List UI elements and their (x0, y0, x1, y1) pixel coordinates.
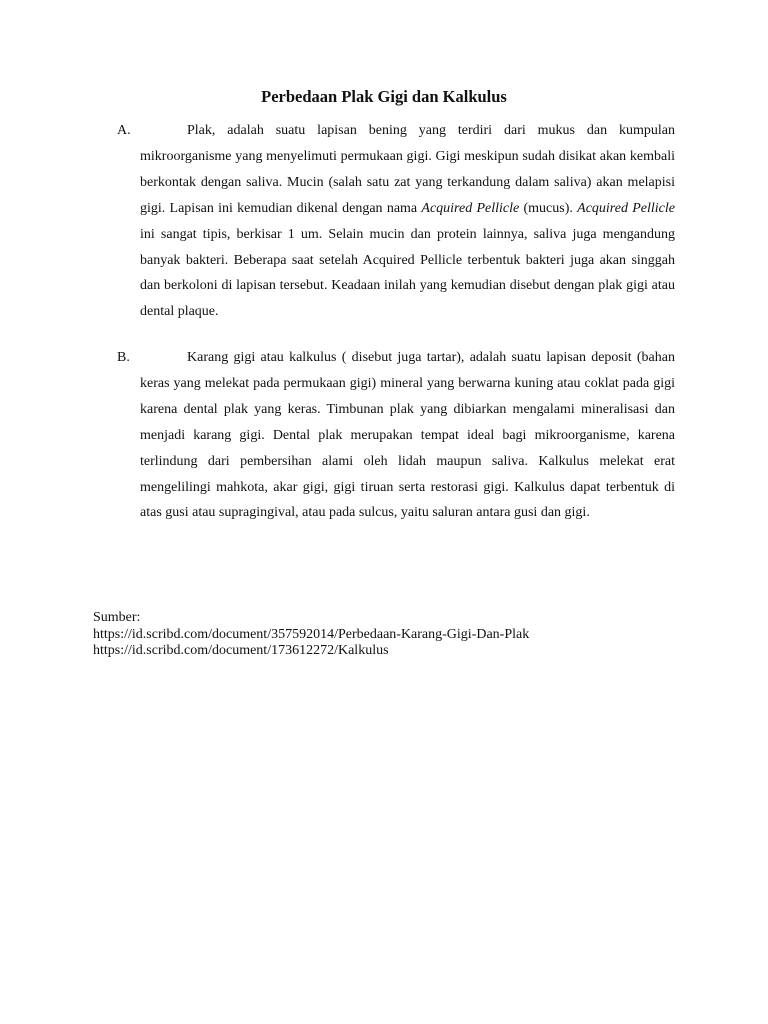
sources-label: Sumber: (93, 610, 141, 625)
paragraph-plak (140, 118, 675, 325)
list-item-a (117, 118, 675, 325)
list-marker-b: B. (117, 350, 130, 365)
source-link-1[interactable]: https://id.scribd.com/document/357592014/Perbedaan-Karang-Gigi-Dan-Plak (93, 626, 530, 642)
paragraph-kalkulus: Karang gigi atau kalkulus ( disebut juga tartar), adalah suatu lapisan deposit (bahan keras yang melekat pada permukaan gigi) mineral yang berwarna kuning atau coklat pada gigi karena dental plak yang keras. Timbunan plak yang dibiarkan mengalami mineralisasi dan menjadi karang gigi. Dental plak merupakan tempat ideal bagi mikroorganisme, karena terlindung dari pembersihan alami oleh lidah maupun saliva. Kalkulus melekat erat mengelilingi mahkota, akar gigi, gigi tiruan serta restorasi gigi. Kalkulus dapat terbentuk di atas gusi atau supragingival, atau pada sulcus, yaitu saluran antara gusi dan gigi. (140, 350, 675, 521)
source-link-2[interactable]: https://id.scribd.com/document/173612272/Kalkulus (93, 643, 389, 658)
list-marker-a: A. (117, 123, 131, 138)
list-item-b (117, 345, 675, 526)
document-title: Perbedaan Plak Gigi dan Kalkulus (261, 87, 507, 106)
text-segment: (mucus). (519, 200, 578, 216)
italic-term: Acquired Pellicle (577, 200, 675, 216)
text-segment: Plak, adalah suatu lapisan bening yang terdiri dari mukus dan kumpulan mikroorganisme yang menyelimuti permukaan gigi. Gigi meskipun sudah disikat akan kembali berkontak dengan saliva. Mucin (salah satu zat yang terkandung dalam saliva) akan melapisi gigi. Lapisan ini kemudian dikenal dengan nama (140, 123, 675, 216)
sources-section (93, 610, 529, 660)
text-segment: ini sangat tipis, berkisar 1 um. Selain mucin dan protein lainnya, saliva juga mengandung banyak bakteri. Beberapa saat setelah Acquired Pellicle terbentuk bakteri juga akan singgah dan berkoloni di lapisan tersebut. Keadaan inilah yang kemudian disebut dengan plak gigi atau dental plaque. (140, 226, 675, 320)
italic-term: Acquired Pellicle (421, 200, 520, 216)
